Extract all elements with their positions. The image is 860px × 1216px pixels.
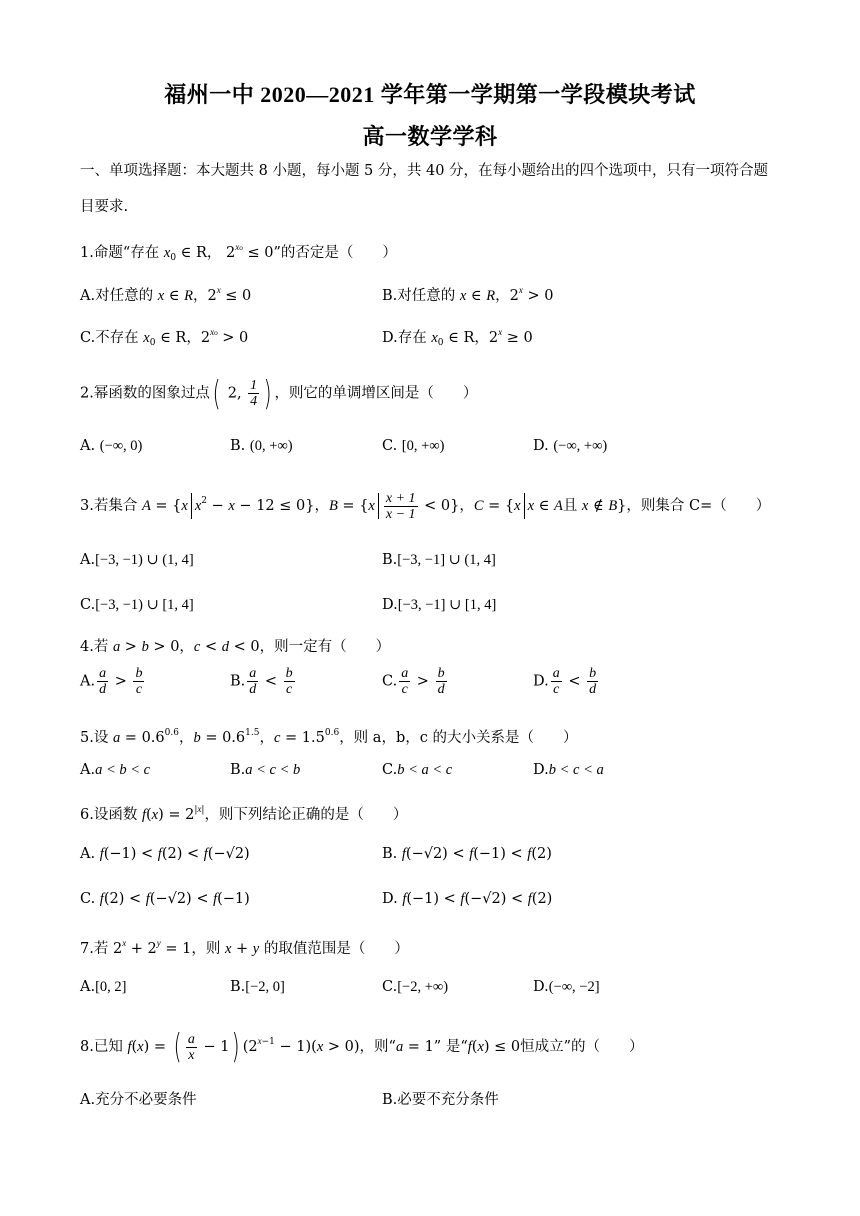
question-7-option-b[interactable]: B.[−2, 0] (230, 979, 285, 995)
question-6-stem: 6.设函数 $f(x) = 2^{|x|}$，则下列结论正确的是（ ） (80, 804, 408, 823)
question-4-option-d[interactable]: D. $\frac{a}{c}$ < $\frac{b}{d}$ (533, 666, 597, 697)
question-5-option-b[interactable]: B.a < c < b (230, 762, 301, 778)
question-1-option-b[interactable]: B.对任意的 x ∈ R，$2^x > 0$ (382, 285, 554, 304)
question-7-option-c[interactable]: C.[−2, +∞) (382, 979, 449, 995)
question-2-stem: 2.幂函数的图象过点( 2, $\frac{1}{4}$ ) ，则它的单调增区间是（ ） (80, 373, 478, 414)
question-5-option-c[interactable]: C.b < a < c (382, 762, 453, 778)
question-5-option-a[interactable]: A.a < b < c (80, 762, 151, 778)
question-8-option-b[interactable]: B.必要不充分条件 (382, 1092, 499, 1108)
question-1-option-c[interactable]: C.不存在 $x_0$ ∈ R，$2^{x_0} > 0$ (80, 327, 249, 348)
question-5-stem: 5.设 $a = 0.6^{0.6}$，$b = 0.6^{1.5}$，$c = 1.5^{0.6}$，则 a，b，c 的大小关系是（ ） (80, 728, 578, 746)
question-2-option-b[interactable]: B. (0, +∞) (230, 438, 293, 454)
question-7-stem: 7.若 $2^x + 2^y = 1$，则 x + y 的取值范围是（ ） (80, 938, 409, 957)
question-4-option-c[interactable]: C. $\frac{a}{c}$ > $\frac{b}{d}$ (382, 666, 445, 697)
question-3-stem: 3.若集合 A = {x $x^2 - x - 12 \le 0$}，B = {x $\frac{x + 1}{x - 1}$ < 0}，C = {x x ∈ A且 x ∉ B}，则集合 C=（ ） (80, 490, 771, 522)
exam-title: 福州一中 2020—2021 学年第一学期第一学段模块考试 (164, 82, 696, 107)
question-2-option-d[interactable]: D. (−∞, +∞) (533, 438, 608, 454)
question-7-option-d[interactable]: D.(−∞, −2] (533, 979, 600, 995)
question-4-option-b[interactable]: B. $\frac{a}{d}$ < $\frac{b}{c}$ (230, 666, 293, 697)
question-4-stem: 4.若 a > b > 0，c < d < 0，则一定有（ ） (80, 639, 391, 655)
question-8-stem: 8.已知 f(x) = ( $\frac{a}{x}$ − 1) $(2^{x-1} - 1)(x > 0)$，则“a = 1” 是“f(x) ≤ 0恒成立”的（ ） (80, 1027, 644, 1067)
question-6-option-d[interactable]: D. f(−1) < f(−√2) < f(2) (382, 891, 553, 907)
question-8-option-a[interactable]: A.充分不必要条件 (80, 1092, 197, 1108)
question-1-stem: 1.命题“存在 $x_0$ ∈ R， $2^{x_0} \le 0$”的否定是（ ） (80, 242, 397, 263)
question-5-option-d[interactable]: D.b < c < a (533, 762, 604, 778)
exam-subtitle: 高一数学学科 (362, 124, 498, 149)
question-6-option-c[interactable]: C. f(2) < f(−√2) < f(−1) (80, 891, 250, 907)
question-2-option-a[interactable]: A. (−∞, 0) (80, 438, 143, 454)
question-7-option-a[interactable]: A.[0, 2] (80, 979, 127, 995)
question-2-option-c[interactable]: C. [0, +∞) (382, 438, 445, 454)
question-3-option-d[interactable]: D.[−3, −1] ∪ [1, 4] (382, 597, 497, 613)
question-6-option-b[interactable]: B. f(−√2) < f(−1) < f(2) (382, 846, 552, 862)
question-6-option-a[interactable]: A. f(−1) < f(2) < f(−√2) (80, 846, 250, 862)
question-3-option-a[interactable]: A.[−3, −1) ∪ (1, 4] (80, 552, 194, 568)
section-intro-line1: 一、单项选择题：本大题共 8 小题，每小题 5 分，共 40 分，在每小题给出的四个选项中，只有一项符合题 (80, 163, 769, 179)
question-1-option-d[interactable]: D.存在 $x_0$ ∈ R，$2^x \ge 0$ (382, 327, 533, 348)
question-4-option-a[interactable]: A. $\frac{a}{d}$ > $\frac{b}{c}$ (80, 666, 143, 697)
question-3-option-c[interactable]: C.[−3, −1) ∪ [1, 4] (80, 597, 194, 613)
question-1-option-a[interactable]: A.对任意的 x ∈ R，$2^x \le 0$ (80, 285, 252, 304)
section-intro-line2: 目要求. (80, 199, 129, 215)
question-3-option-b[interactable]: B.[−3, −1] ∪ (1, 4] (382, 552, 496, 568)
